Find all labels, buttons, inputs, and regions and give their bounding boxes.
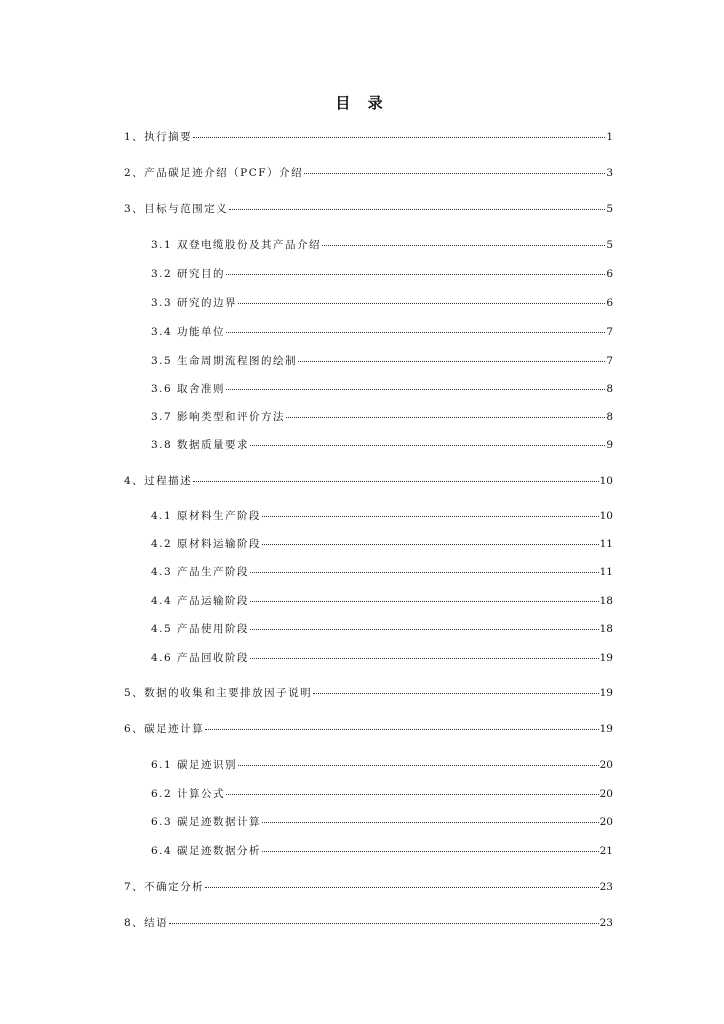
toc-dot-leader (205, 887, 598, 888)
toc-entry-page-number: 23 (599, 917, 613, 929)
toc-entry[interactable] (151, 758, 613, 772)
toc-entry[interactable] (124, 880, 613, 894)
toc-entry-page-number: 9 (606, 439, 613, 451)
toc-entry-label: 4.1 原材料生产阶段 (151, 510, 262, 522)
toc-entry[interactable] (151, 815, 613, 829)
toc-entry-label: 4、过程描述 (124, 475, 193, 487)
toc-dot-leader (169, 923, 598, 924)
toc-entry-page-number: 23 (599, 881, 613, 893)
toc-entry-page-number: 19 (599, 652, 613, 664)
toc-dot-leader (250, 445, 605, 446)
toc-entry-page-number: 20 (599, 816, 613, 828)
toc-entry-page-number: 19 (599, 723, 613, 735)
toc-entry-label: 6、碳足迹计算 (124, 723, 205, 735)
toc-entry-label: 6.3 碳足迹数据计算 (151, 816, 262, 828)
toc-entry[interactable] (151, 296, 613, 310)
toc-entry-label: 3.6 取舍准则 (151, 383, 226, 395)
toc-entry-label: 6.1 碳足迹识别 (151, 759, 238, 771)
toc-entry-label: 6.4 碳足迹数据分析 (151, 845, 262, 857)
toc-dot-leader (226, 389, 605, 390)
toc-entry[interactable] (151, 651, 613, 665)
toc-entry-page-number: 6 (606, 268, 613, 280)
toc-dot-leader (262, 544, 599, 545)
toc-dot-leader (262, 822, 599, 823)
toc-entry-label: 8、结语 (124, 917, 169, 929)
toc-entry-page-number: 7 (606, 326, 613, 338)
toc-title: 目 录 (335, 94, 389, 112)
toc-entry[interactable] (151, 594, 613, 608)
toc-entry[interactable] (151, 537, 613, 551)
toc-entry-label: 3.3 研究的边界 (151, 297, 238, 309)
toc-entry-page-number: 11 (599, 566, 613, 578)
toc-entry-page-number: 10 (599, 475, 613, 487)
toc-dot-leader (250, 601, 599, 602)
toc-entry-page-number: 8 (606, 411, 613, 423)
toc-entry-page-number: 21 (599, 845, 613, 857)
toc-entry-label: 6.2 计算公式 (151, 788, 226, 800)
toc-dot-leader (193, 481, 598, 482)
toc-entry[interactable] (151, 410, 613, 424)
toc-dot-leader (226, 274, 605, 275)
toc-entry-label: 4.4 产品运输阶段 (151, 595, 250, 607)
toc-entry[interactable] (151, 382, 613, 396)
toc-entry-page-number: 20 (599, 759, 613, 771)
toc-entry[interactable] (124, 474, 613, 488)
toc-entry[interactable] (124, 202, 613, 216)
toc-entry-label: 3.5 生命周期流程图的绘制 (151, 355, 298, 367)
toc-entry-label: 2、产品碳足迹介绍（PCF）介绍 (124, 167, 304, 179)
toc-entry-label: 5、数据的收集和主要排放因子说明 (124, 687, 313, 699)
toc-entry[interactable] (151, 565, 613, 579)
toc-entry[interactable] (151, 622, 613, 636)
toc-entry-label: 3、目标与范围定义 (124, 203, 229, 215)
toc-entry[interactable] (151, 354, 613, 368)
toc-entry-label: 3.8 数据质量要求 (151, 439, 250, 451)
toc-entry[interactable] (151, 438, 613, 452)
toc-dot-leader (304, 173, 605, 174)
toc-dot-leader (322, 245, 605, 246)
toc-entry[interactable] (151, 844, 613, 858)
toc-dot-leader (262, 516, 599, 517)
toc-entry-label: 3.2 研究目的 (151, 268, 226, 280)
toc-dot-leader (193, 137, 605, 138)
toc-entry-label: 4.5 产品使用阶段 (151, 623, 250, 635)
toc-dot-leader (205, 729, 598, 730)
toc-entry-page-number: 5 (606, 203, 613, 215)
toc-entry-label: 3.1 双登电缆股份及其产品介绍 (151, 239, 322, 251)
toc-entry-label: 7、不确定分析 (124, 881, 205, 893)
toc-entry-page-number: 18 (599, 623, 613, 635)
toc-entry-label: 4.3 产品生产阶段 (151, 566, 250, 578)
toc-entry-label: 3.7 影响类型和评价方法 (151, 411, 286, 423)
toc-dot-leader (238, 765, 599, 766)
toc-entry[interactable] (151, 267, 613, 281)
toc-entry[interactable] (124, 686, 613, 700)
toc-dot-leader (238, 303, 605, 304)
toc-dot-leader (226, 332, 605, 333)
toc-entry-label: 3.4 功能单位 (151, 326, 226, 338)
toc-entry-page-number: 3 (606, 167, 613, 179)
toc-entry-page-number: 18 (599, 595, 613, 607)
toc-dot-leader (226, 794, 599, 795)
toc-dot-leader (250, 658, 599, 659)
toc-entry-label: 1、执行摘要 (124, 131, 193, 143)
toc-entry[interactable] (124, 166, 613, 180)
toc-dot-leader (229, 209, 605, 210)
toc-entry[interactable] (151, 787, 613, 801)
toc-dot-leader (250, 629, 599, 630)
toc-entry[interactable] (124, 916, 613, 930)
toc-entry-page-number: 7 (606, 355, 613, 367)
toc-entry[interactable] (124, 130, 613, 144)
toc-dot-leader (313, 693, 598, 694)
toc-entry-page-number: 10 (599, 510, 613, 522)
toc-entry-label: 4.2 原材料运输阶段 (151, 538, 262, 550)
toc-entry-page-number: 8 (606, 383, 613, 395)
toc-entry[interactable] (151, 238, 613, 252)
toc-entry-page-number: 1 (606, 131, 613, 143)
toc-entry-page-number: 5 (606, 239, 613, 251)
toc-entry-page-number: 6 (606, 297, 613, 309)
toc-entry-page-number: 11 (599, 538, 613, 550)
toc-entry[interactable] (151, 325, 613, 339)
toc-entry[interactable] (124, 722, 613, 736)
toc-entry-page-number: 20 (599, 788, 613, 800)
toc-dot-leader (262, 851, 599, 852)
toc-dot-leader (298, 361, 605, 362)
toc-entry[interactable] (151, 509, 613, 523)
toc-entry-label: 4.6 产品回收阶段 (151, 652, 250, 664)
toc-dot-leader (250, 572, 599, 573)
toc-entry-page-number: 19 (599, 687, 613, 699)
toc-dot-leader (286, 417, 605, 418)
